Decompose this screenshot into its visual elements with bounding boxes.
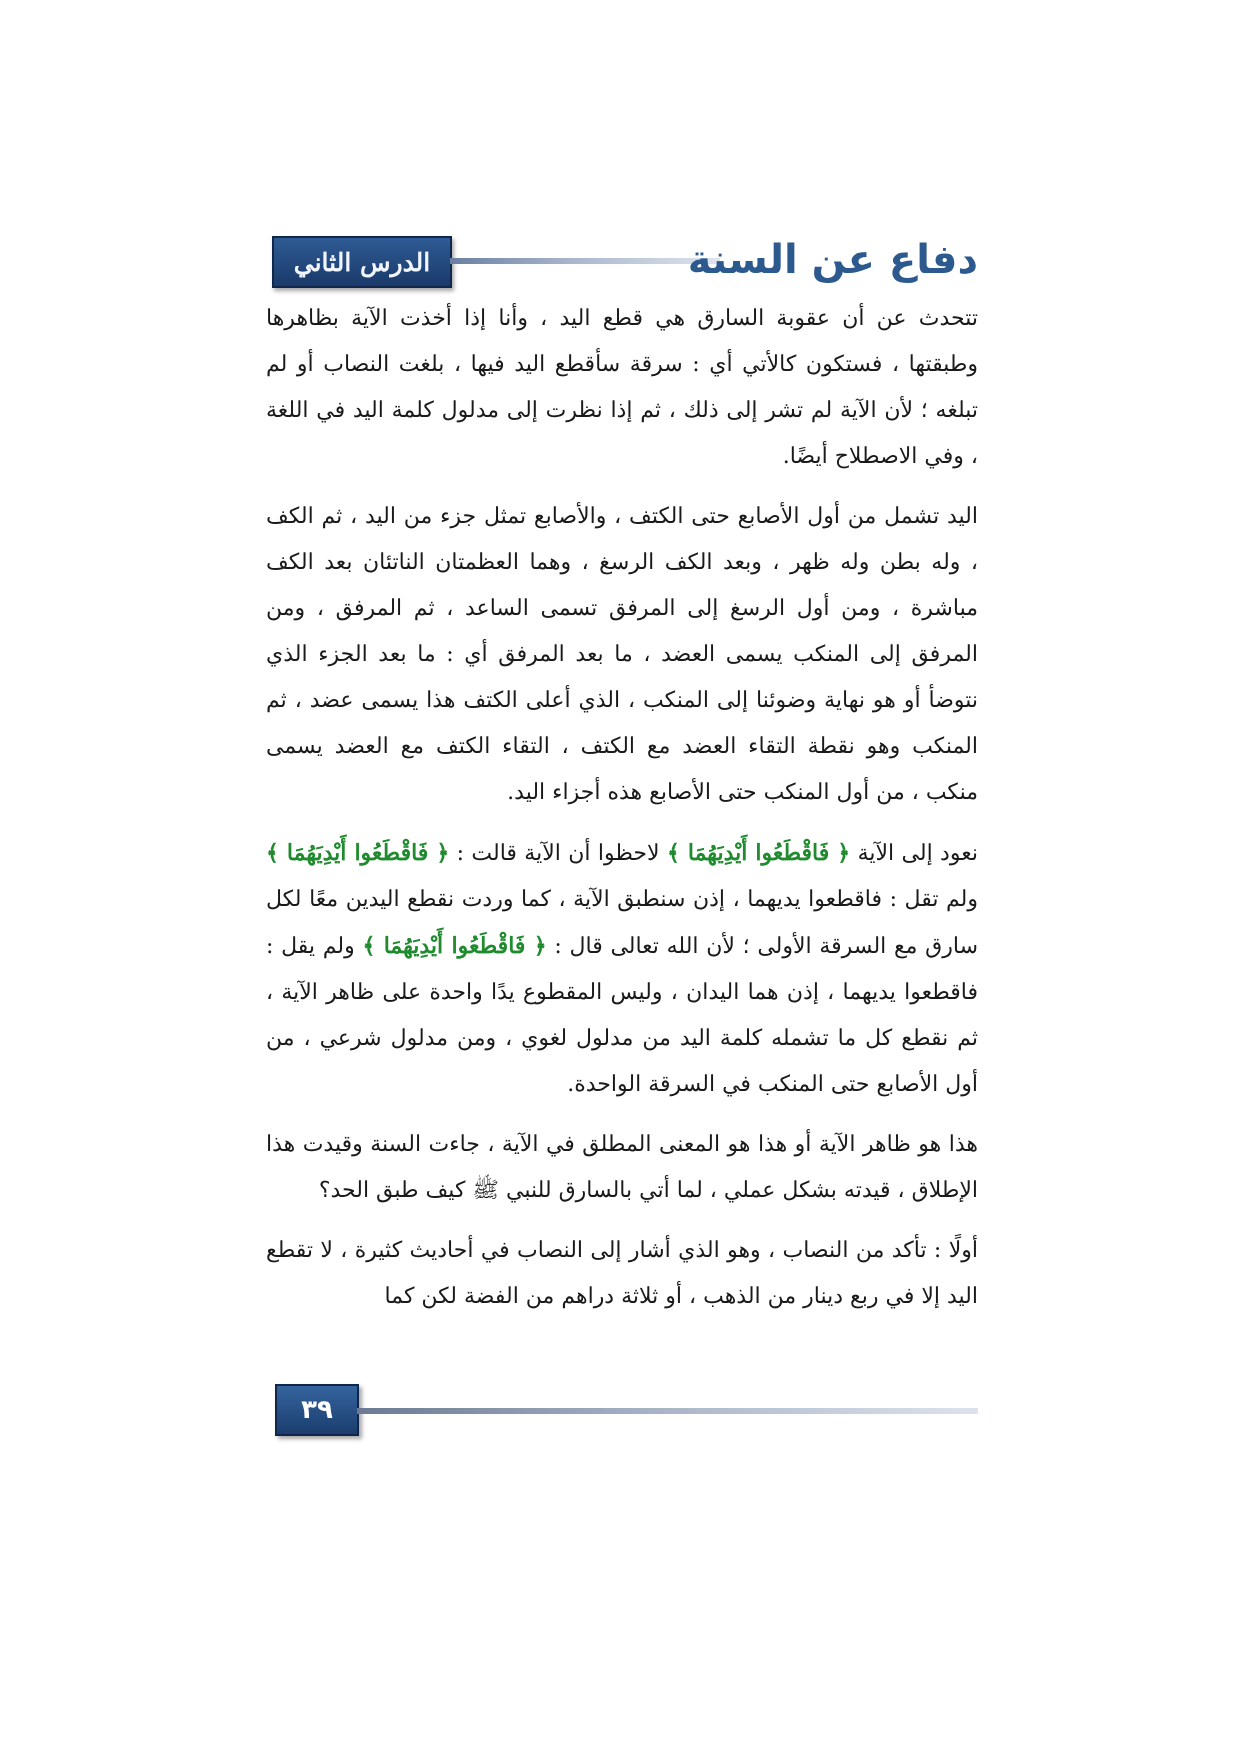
paragraph-text: ولم تقل : فاقطعوا يديهما ، إذن سنطبق الآية ، كما وردت نقطع اليدين معًا لكل سارق مع السرقة الأولى ؛ لأن الله تعالى قال : bbox=[266, 887, 979, 959]
quran-verse: ﴿ فَاقْطَعُوا أَيْدِيَهُمَا ﴾ bbox=[362, 933, 547, 959]
quran-verse: ﴿ فَاقْطَعُوا أَيْدِيَهُمَا ﴾ bbox=[666, 840, 851, 866]
page-footer bbox=[275, 1384, 978, 1434]
paragraph-text: لاحظوا أن الآية قالت : bbox=[456, 841, 660, 866]
paragraph: أولًا : تأكد من النصاب ، وهو الذي أشار إلى النصاب في أحاديث كثيرة ، لا تقطع اليد إلا في ربع دينار من الذهب ، أو ثلاثة دراهم من الفضة لكن كما bbox=[266, 1238, 978, 1309]
paragraph-text: ولم يقل : فاقطعوا يديهما ، إذن هما اليدان ، وليس المقطوع يدًا واحدة على ظاهر الآية ، ثم نقطع كل ما تشمله كلمة اليد من مدلول لغوي ، ومن مدلول شرعي ، من أول الأصابع حتى المنكب في السرقة الواحدة. bbox=[266, 934, 978, 1097]
paragraph: هذا هو ظاهر الآية أو هذا هو المعنى المطلق في الآية ، جاءت السنة وقيدت هذا الإطلاق ، قيدته بشكل عملي ، لما أتي بالسارق للنبي ﷺ كيف طبق الحد؟ bbox=[266, 1132, 978, 1203]
header-divider bbox=[450, 258, 720, 264]
paragraph: اليد تشمل من أول الأصابع حتى الكتف ، والأصابع تمثل جزء من اليد ، ثم الكف ، وله بطن وله ظهر ، وبعد الكف الرسغ ، وهما العظمتان الناتئان بعد الكف مباشرة ، ومن أول الرسغ إلى المرفق تسمى الساعد ، ثم المرفق ، ومن المرفق إلى المنكب يسمى العضد ، ما بعد المرفق أي : ما بعد الجزء الذي نتوضأ أو هو نهاية وضوئنا إلى المنكب ، الذي أعلى الكتف هذا يسمى عضد ، ثم المنكب وهو نقطة التقاء العضد مع الكتف ، التقاء الكتف مع العضد يسمى منكب ، من أول المنكب حتى الأصابع هذه أجزاء اليد. bbox=[266, 504, 978, 805]
lesson-badge: الدرس الثاني bbox=[272, 236, 452, 288]
page-body bbox=[266, 296, 978, 1334]
book-title: دفاع عن السنة bbox=[687, 237, 978, 283]
paragraph-with-verses bbox=[266, 830, 978, 1108]
footer-divider bbox=[357, 1408, 978, 1414]
page-number: ٣٩ bbox=[275, 1384, 359, 1436]
paragraph-text: نعود إلى الآية bbox=[857, 841, 978, 866]
quran-verse: ﴿ فَاقْطَعُوا أَيْدِيَهُمَا ﴾ bbox=[266, 840, 450, 866]
paragraph: تتحدث عن أن عقوبة السارق هي قطع اليد ، وأنا إذا أخذت الآية بظاهرها وطبقتها ، فستكون كالأتي أي : سرقة سأقطع اليد فيها ، بلغت النصاب أو لم تبلغه ؛ لأن الآية لم تشر إلى ذلك ، ثم إذا نظرت إلى مدلول كلمة اليد في اللغة ، وفي الاصطلاح أيضًا. bbox=[266, 306, 978, 469]
page-header bbox=[272, 228, 978, 292]
